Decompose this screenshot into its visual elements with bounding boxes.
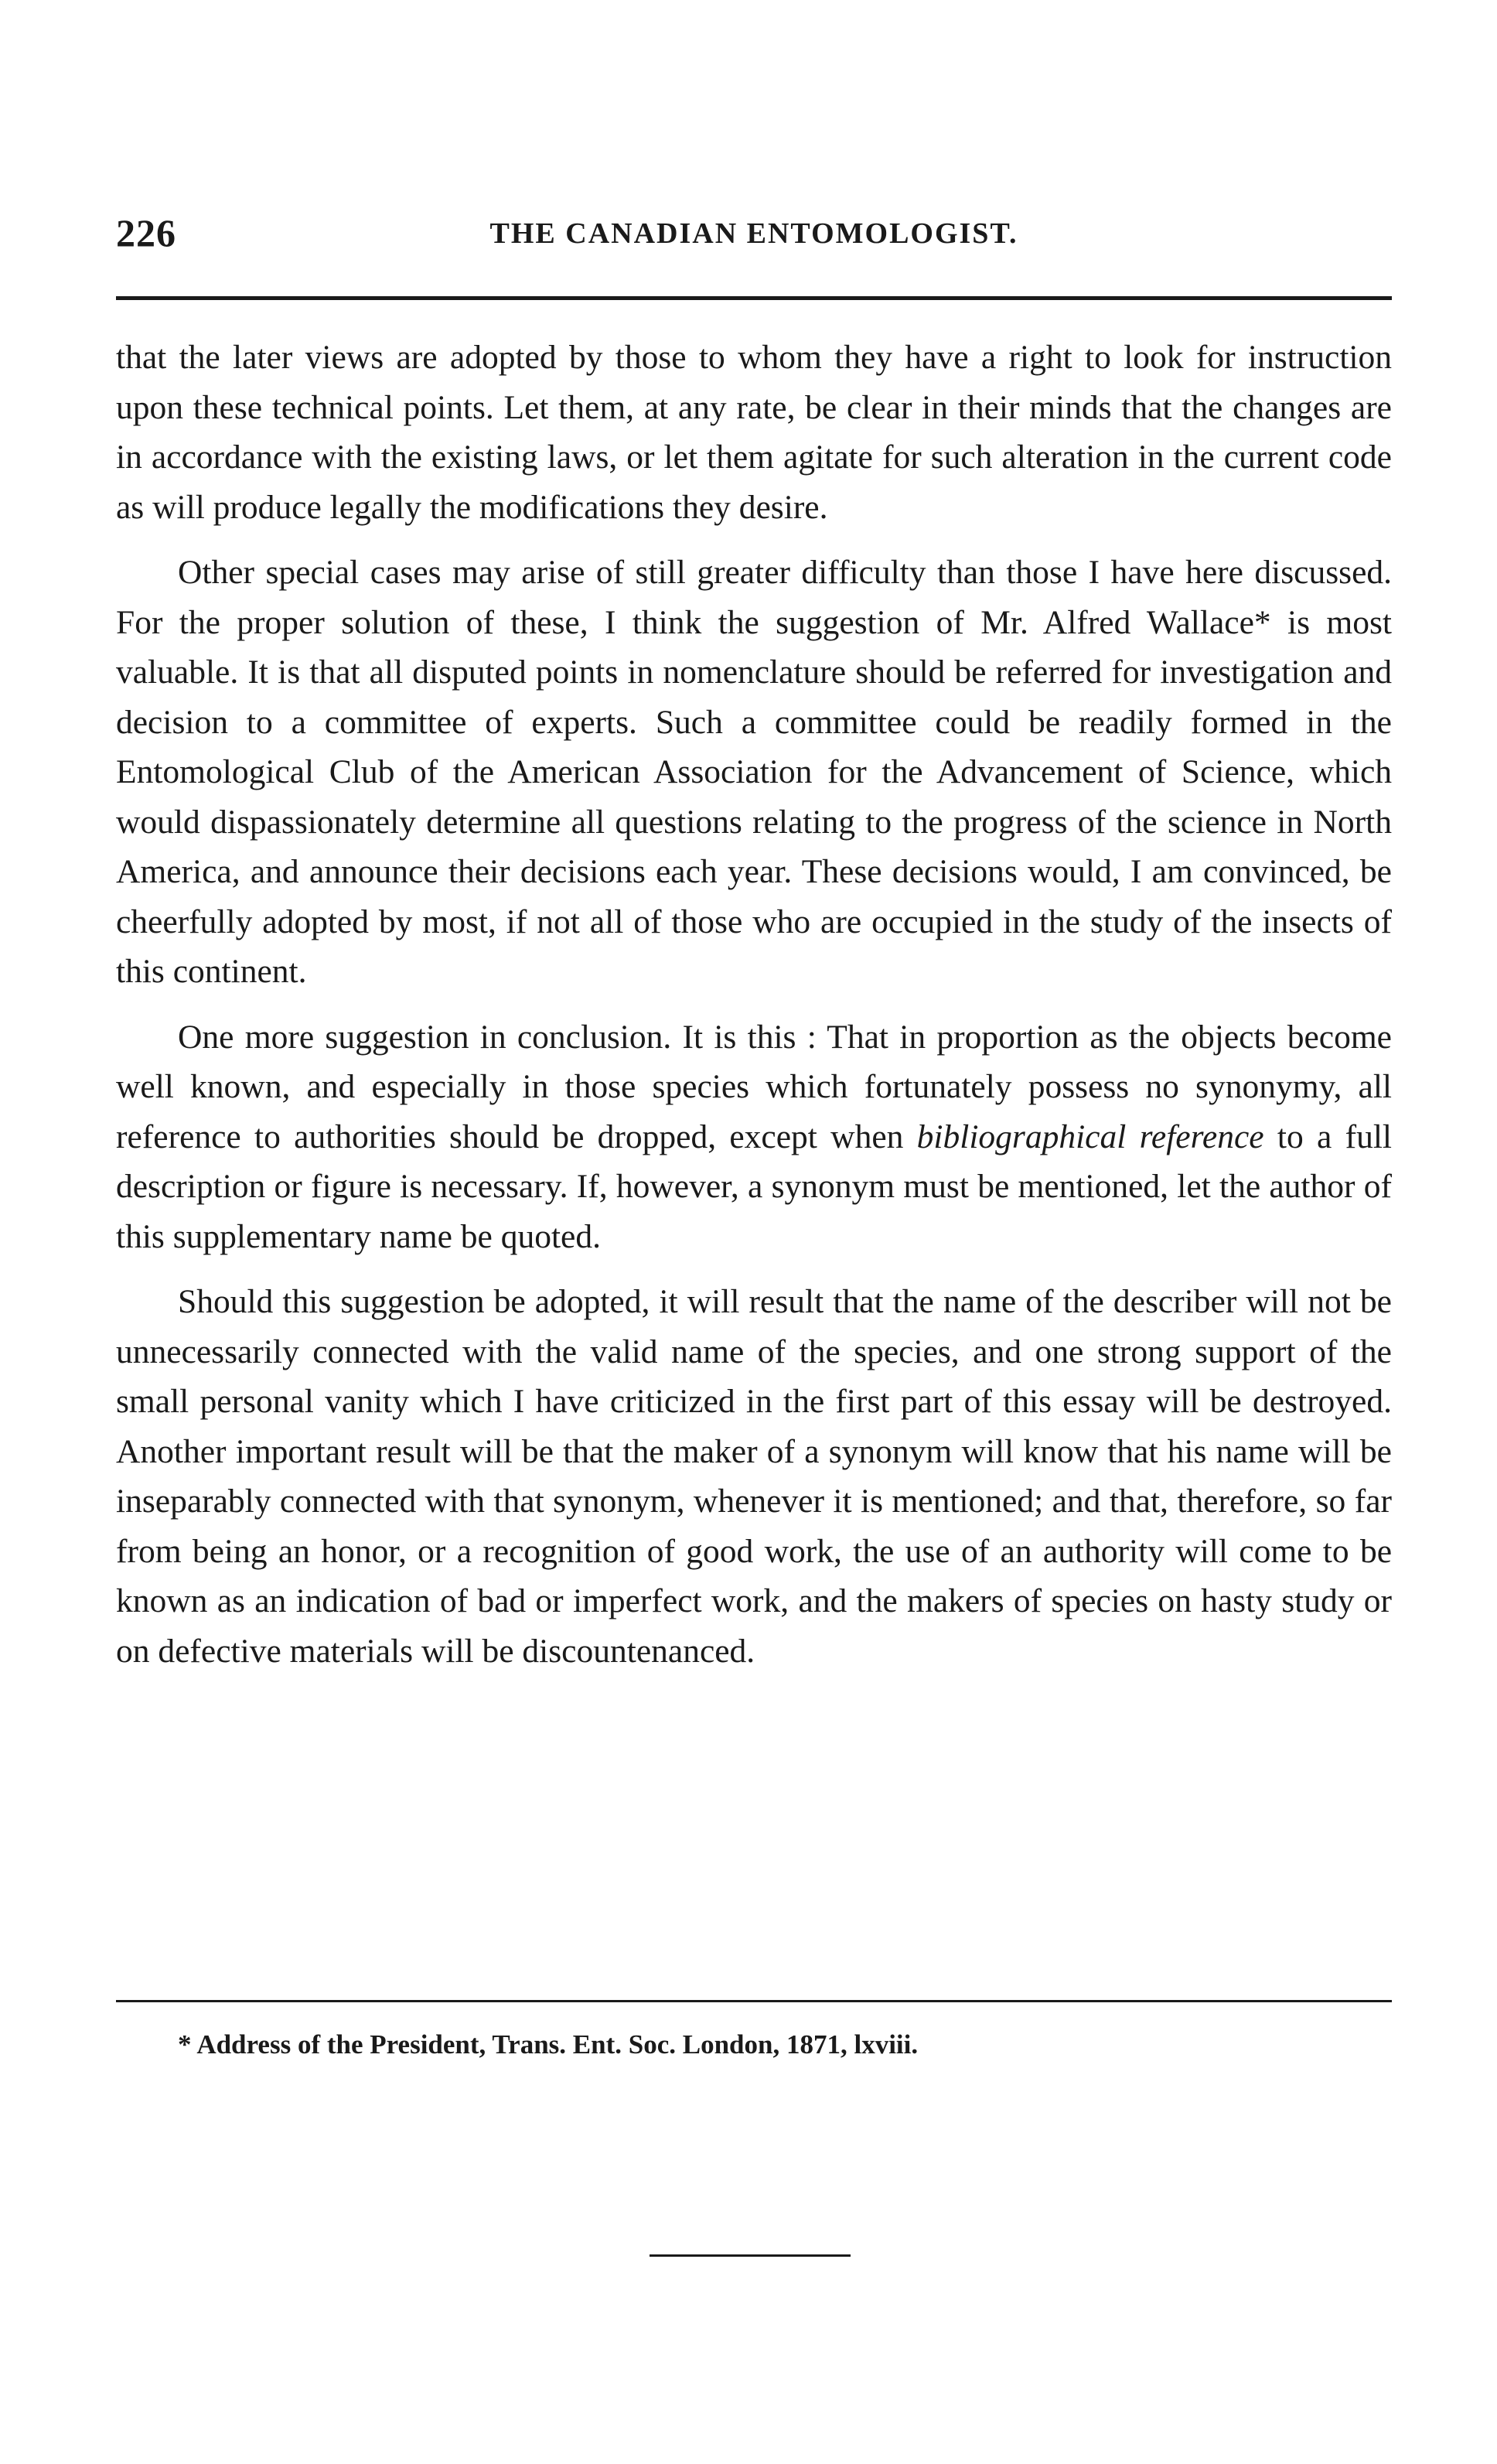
paragraph-1: that the later views are adopted by those to whom they have a right to look for instruction upon these technical points. Let them, at any rate, be clear in their minds that the changes are in accordance with the existing laws, or let them agitate for such alteration in the current code as will produce legally the modifications they desire. bbox=[116, 339, 1392, 526]
header-rule bbox=[116, 296, 1392, 300]
running-head: THE CANADIAN ENTOMOLOGIST. bbox=[489, 217, 1018, 250]
page-header bbox=[116, 210, 1392, 257]
paragraph-4: Should this suggestion be adopted, it will result that the name of the describer will not be unnecessarily connected with the valid name of the species, and one strong support of the small personal vanity which I have criticized in the first part of this essay will be destroyed. Another important result will be that the maker of a synonym will know that his name will be inseparably connected with that synonym, whenever it is mentioned; and that, therefore, so far from being an honor, or a recognition of good work, the use of an authority will come to be known as an indication of bad or imperfect work, and the makers of species on hasty study or on defective materials will be discountenanced. bbox=[116, 1283, 1392, 1670]
paragraph-3-before: One more suggestion in conclusion. It is this : That in proportion as the objects become well known, and especially in those species which fortunately possess no synonymy, all reference to authorities should be dropped, except when bbox=[116, 1018, 1392, 1155]
body-text bbox=[116, 333, 1392, 1691]
document-page bbox=[116, 0, 1392, 2464]
footnote-rule bbox=[116, 2000, 1392, 2002]
paragraph-3 bbox=[116, 1012, 1392, 1262]
paragraph-3-italic: bibliographical reference bbox=[916, 1118, 1264, 1155]
footnote: * Address of the President, Trans. Ent. Soc. London, 1871, lxviii. bbox=[178, 2029, 919, 2060]
page-number: 226 bbox=[116, 211, 176, 254]
paragraph-3-after: to a full description or figure is necessary. If, however, a synonym must be mentioned, let the author of this supplementary name be quoted. bbox=[116, 1118, 1392, 1255]
end-rule bbox=[650, 2254, 851, 2257]
paragraph-2: Other special cases may arise of still greater difficulty than those I have here discussed. For the proper solution of these, I think the suggestion of Mr. Alfred Wallace* is most valuable. It is that all disputed points in nomenclature should be referred for investigation and decision to a committee of experts. Such a committee could be readily formed in the Entomological Club of the American Association for the Advancement of Science, which would dispassionately determine all questions relating to the progress of the science in North America, and announce their decisions each year. These decisions would, I am convinced, be cheerfully adopted by most, if not all of those who are occupied in the study of the insects of this continent. bbox=[116, 554, 1392, 990]
